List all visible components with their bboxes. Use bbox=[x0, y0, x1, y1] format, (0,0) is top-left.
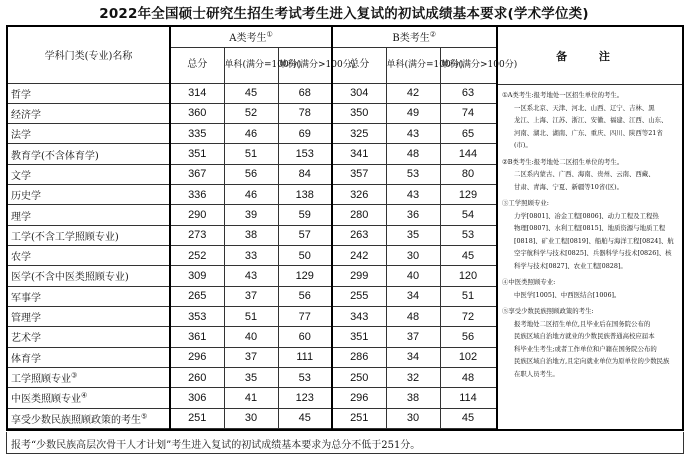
score-cell: 68 bbox=[278, 83, 332, 103]
score-cell: 52 bbox=[224, 103, 278, 123]
score-cell: 251 bbox=[170, 408, 224, 429]
table-row bbox=[8, 144, 496, 164]
note-block bbox=[502, 197, 678, 272]
score-cell: 37 bbox=[386, 327, 440, 347]
subject-cell bbox=[8, 124, 170, 144]
group-header-b bbox=[332, 27, 496, 47]
table-row bbox=[8, 225, 496, 245]
score-cell: 80 bbox=[440, 164, 496, 184]
subject-name: 工学照顾专业 bbox=[11, 374, 71, 386]
score-cell: 39 bbox=[224, 205, 278, 225]
group-b-label: B类考生 bbox=[392, 33, 430, 45]
note-line: ②B类考生:报考地处二区招生单位的考生。 bbox=[502, 157, 624, 166]
score-cell: 30 bbox=[224, 408, 278, 429]
score-cell: 37 bbox=[224, 347, 278, 367]
table-row bbox=[8, 388, 496, 408]
subject-cell bbox=[8, 225, 170, 245]
score-cell: 45 bbox=[278, 408, 332, 429]
score-cell: 48 bbox=[386, 144, 440, 164]
table-row bbox=[8, 205, 496, 225]
score-cell: 34 bbox=[386, 347, 440, 367]
subject-name: 哲学 bbox=[11, 89, 31, 101]
score-cell: 46 bbox=[224, 185, 278, 205]
subject-header: 学科门类(专业)名称 bbox=[8, 27, 170, 83]
note-line: 民族区域自治地方,且定向就业单位为原单位的少数民族 bbox=[514, 357, 670, 365]
note-line: ④中医类照顾专业: bbox=[502, 278, 556, 286]
note-line: 力学[0801]、冶金工程[0806]、动力工程及工程热 bbox=[514, 211, 659, 220]
subject-name: 体育学 bbox=[11, 353, 41, 365]
score-cell: 38 bbox=[386, 388, 440, 408]
note-line: ⑤享受少数民族照顾政策的考生: bbox=[502, 307, 594, 315]
score-cell: 45 bbox=[440, 408, 496, 429]
score-cell: 37 bbox=[224, 286, 278, 306]
score-cell: 51 bbox=[224, 144, 278, 164]
note-line: 龙江、上海、江苏、浙江、安徽、福建、江西、山东、 bbox=[514, 116, 668, 124]
subject-name: 经济学 bbox=[11, 109, 41, 121]
table-row bbox=[8, 286, 496, 306]
column-header: 单科(满分>100分) bbox=[278, 47, 332, 83]
note-block bbox=[502, 156, 678, 194]
score-cell: 38 bbox=[224, 225, 278, 245]
score-cell: 343 bbox=[332, 306, 386, 326]
score-cell: 304 bbox=[332, 83, 386, 103]
score-cell: 350 bbox=[332, 103, 386, 123]
notes-panel bbox=[496, 27, 682, 429]
table-row bbox=[8, 327, 496, 347]
note-line: 物理[0807]、水利工程[0815]、地质资源与地质工程 bbox=[514, 224, 666, 232]
column-header: 单科(满分>100分) bbox=[440, 47, 496, 83]
score-cell: 53 bbox=[440, 225, 496, 245]
score-cell: 357 bbox=[332, 164, 386, 184]
footnote-mark: ④ bbox=[81, 392, 88, 401]
notes-title: 备 注 bbox=[498, 27, 682, 85]
note-line: ③工学照顾专业: bbox=[502, 199, 549, 207]
note-line: 科学与技术[0827]、农业工程[0828]。 bbox=[514, 261, 627, 270]
note-line: 在职人员考生。 bbox=[514, 369, 559, 378]
subject-cell bbox=[8, 164, 170, 184]
score-cell: 43 bbox=[386, 124, 440, 144]
subject-cell bbox=[8, 144, 170, 164]
score-cell: 252 bbox=[170, 246, 224, 266]
note-line: 报考地处二区招生单位,且毕业后在国务院公布的 bbox=[514, 319, 651, 328]
score-cell: 60 bbox=[278, 327, 332, 347]
score-cell: 59 bbox=[278, 205, 332, 225]
subject-cell bbox=[8, 83, 170, 103]
score-cell: 53 bbox=[278, 367, 332, 387]
score-cell: 46 bbox=[224, 124, 278, 144]
score-cell: 77 bbox=[278, 306, 332, 326]
score-cell: 326 bbox=[332, 185, 386, 205]
table-row bbox=[8, 124, 496, 144]
subject-name: 艺术学 bbox=[11, 333, 41, 345]
score-cell: 56 bbox=[224, 164, 278, 184]
subject-name: 军事学 bbox=[11, 292, 41, 304]
table-row bbox=[8, 266, 496, 286]
score-cell: 32 bbox=[386, 367, 440, 387]
score-cell: 129 bbox=[440, 185, 496, 205]
score-cell: 129 bbox=[278, 266, 332, 286]
score-cell: 263 bbox=[332, 225, 386, 245]
table-row bbox=[8, 306, 496, 326]
score-cell: 54 bbox=[440, 205, 496, 225]
note-line: 民族区域自治地方就业的少数民族普通高校应届本 bbox=[514, 332, 655, 340]
score-cell: 361 bbox=[170, 327, 224, 347]
score-cell: 111 bbox=[278, 347, 332, 367]
score-cell: 74 bbox=[440, 103, 496, 123]
group-a-mark: ① bbox=[266, 30, 273, 39]
subject-name: 理学 bbox=[11, 211, 31, 223]
score-cell: 40 bbox=[386, 266, 440, 286]
subject-cell bbox=[8, 367, 170, 387]
note-line: 科毕业生考生;或者工作单位和户籍在国务院公布的 bbox=[514, 344, 657, 353]
score-cell: 78 bbox=[278, 103, 332, 123]
score-cell: 49 bbox=[386, 103, 440, 123]
footnote: 报考“少数民族高层次骨干人才计划”考生进入复试的初试成绩基本要求为总分不低于251分。 bbox=[6, 432, 684, 454]
score-cell: 45 bbox=[440, 246, 496, 266]
score-cell: 36 bbox=[386, 205, 440, 225]
table-row bbox=[8, 347, 496, 367]
subject-name: 医学(不含中医类照顾专业) bbox=[11, 272, 129, 284]
subject-cell bbox=[8, 347, 170, 367]
note-block bbox=[502, 305, 678, 380]
subject-cell bbox=[8, 327, 170, 347]
score-cell: 34 bbox=[386, 286, 440, 306]
score-cell: 290 bbox=[170, 205, 224, 225]
score-cell: 43 bbox=[224, 266, 278, 286]
score-cell: 63 bbox=[440, 83, 496, 103]
score-cell: 144 bbox=[440, 144, 496, 164]
table-row bbox=[8, 83, 496, 103]
score-cell: 84 bbox=[278, 164, 332, 184]
footnote-mark: ⑤ bbox=[141, 412, 148, 421]
note-line: 甘肃、青海、宁夏、新疆等10省(区)。 bbox=[514, 182, 623, 191]
score-table-frame bbox=[6, 25, 684, 431]
score-cell: 30 bbox=[386, 246, 440, 266]
score-cell: 48 bbox=[386, 306, 440, 326]
score-cell: 265 bbox=[170, 286, 224, 306]
score-cell: 280 bbox=[332, 205, 386, 225]
score-cell: 242 bbox=[332, 246, 386, 266]
column-header: 单科(满分=100分) bbox=[386, 47, 440, 83]
score-cell: 35 bbox=[224, 367, 278, 387]
subject-name: 工学(不含工学照顾专业) bbox=[11, 231, 119, 243]
score-cell: 296 bbox=[332, 388, 386, 408]
score-cell: 336 bbox=[170, 185, 224, 205]
score-cell: 42 bbox=[386, 83, 440, 103]
score-cell: 367 bbox=[170, 164, 224, 184]
score-cell: 45 bbox=[224, 83, 278, 103]
score-cell: 56 bbox=[278, 286, 332, 306]
table-row bbox=[8, 408, 496, 429]
score-cell: 69 bbox=[278, 124, 332, 144]
subject-cell bbox=[8, 388, 170, 408]
score-cell: 138 bbox=[278, 185, 332, 205]
score-cell: 114 bbox=[440, 388, 496, 408]
subject-name: 农学 bbox=[11, 252, 31, 264]
subject-cell bbox=[8, 306, 170, 326]
score-cell: 30 bbox=[386, 408, 440, 429]
score-cell: 351 bbox=[170, 144, 224, 164]
note-block bbox=[502, 276, 678, 301]
score-cell: 43 bbox=[386, 185, 440, 205]
score-cell: 41 bbox=[224, 388, 278, 408]
score-cell: 255 bbox=[332, 286, 386, 306]
score-cell: 40 bbox=[224, 327, 278, 347]
footnote-mark: ③ bbox=[71, 371, 78, 380]
subject-name: 享受少数民族照顾政策的考生 bbox=[11, 414, 141, 426]
subject-name: 法学 bbox=[11, 130, 31, 142]
subject-name: 历史学 bbox=[11, 191, 41, 203]
group-header-a bbox=[170, 27, 332, 47]
score-cell: 314 bbox=[170, 83, 224, 103]
score-cell: 51 bbox=[440, 286, 496, 306]
score-cell: 341 bbox=[332, 144, 386, 164]
note-line: ①A类考生:报考地处一区招生单位的考生。 bbox=[502, 91, 624, 99]
table-row bbox=[8, 367, 496, 387]
score-cell: 35 bbox=[386, 225, 440, 245]
note-line: 河南、湖北、湖南、广东、重庆、四川、陕西等21省 bbox=[514, 128, 663, 137]
score-cell: 102 bbox=[440, 347, 496, 367]
subject-name: 中医类照顾专业 bbox=[11, 394, 81, 406]
subject-cell bbox=[8, 286, 170, 306]
score-cell: 251 bbox=[332, 408, 386, 429]
score-table bbox=[8, 27, 518, 429]
note-line: 二区系内蒙古、广西、海南、贵州、云南、西藏、 bbox=[514, 170, 655, 178]
table-row bbox=[8, 103, 496, 123]
score-cell: 286 bbox=[332, 347, 386, 367]
subject-cell bbox=[8, 408, 170, 429]
subject-cell bbox=[8, 266, 170, 286]
score-cell: 260 bbox=[170, 367, 224, 387]
group-a-label: A类考生 bbox=[229, 33, 267, 45]
score-cell: 250 bbox=[332, 367, 386, 387]
score-cell: 309 bbox=[170, 266, 224, 286]
score-cell: 360 bbox=[170, 103, 224, 123]
score-cell: 53 bbox=[386, 164, 440, 184]
score-cell: 51 bbox=[224, 306, 278, 326]
score-cell: 325 bbox=[332, 124, 386, 144]
subject-cell bbox=[8, 185, 170, 205]
score-cell: 50 bbox=[278, 246, 332, 266]
score-cell: 296 bbox=[170, 347, 224, 367]
score-cell: 299 bbox=[332, 266, 386, 286]
score-cell: 57 bbox=[278, 225, 332, 245]
note-line: (市)。 bbox=[514, 141, 532, 149]
column-header: 单科(满分=100分) bbox=[224, 47, 278, 83]
column-header: 总分 bbox=[170, 47, 224, 83]
score-cell: 123 bbox=[278, 388, 332, 408]
score-cell: 56 bbox=[440, 327, 496, 347]
page-title: 2022年全国硕士研究生招生考试考生进入复试的初试成绩基本要求(学术学位类) bbox=[99, 6, 589, 22]
table-row bbox=[8, 246, 496, 266]
score-cell: 153 bbox=[278, 144, 332, 164]
score-cell: 306 bbox=[170, 388, 224, 408]
score-cell: 335 bbox=[170, 124, 224, 144]
table-row bbox=[8, 185, 496, 205]
column-header: 总分 bbox=[332, 47, 386, 83]
subject-name: 管理学 bbox=[11, 313, 41, 325]
score-cell: 351 bbox=[332, 327, 386, 347]
score-cell: 120 bbox=[440, 266, 496, 286]
note-line: 一区系北京、天津、河北、山西、辽宁、吉林、黑 bbox=[514, 103, 655, 112]
score-cell: 273 bbox=[170, 225, 224, 245]
note-line: [0818]、矿业工程[0819]、船舶与海洋工程[0824]、航 bbox=[514, 236, 674, 245]
subject-cell bbox=[8, 246, 170, 266]
subject-name: 文学 bbox=[11, 170, 31, 182]
notes-body bbox=[498, 85, 682, 380]
subject-cell bbox=[8, 205, 170, 225]
score-cell: 72 bbox=[440, 306, 496, 326]
score-cell: 33 bbox=[224, 246, 278, 266]
note-block bbox=[502, 89, 678, 152]
score-cell: 353 bbox=[170, 306, 224, 326]
note-line: 中医学[1005]、中西医结合[1006]。 bbox=[514, 290, 621, 299]
score-cell: 65 bbox=[440, 124, 496, 144]
table-row bbox=[8, 164, 496, 184]
note-line: 空宇航科学与技术[0825]、兵器科学与技术[0826]、核 bbox=[514, 249, 672, 257]
score-cell: 48 bbox=[440, 367, 496, 387]
subject-cell bbox=[8, 103, 170, 123]
subject-name: 教育学(不含体育学) bbox=[11, 150, 99, 162]
group-b-mark: ② bbox=[429, 30, 437, 39]
